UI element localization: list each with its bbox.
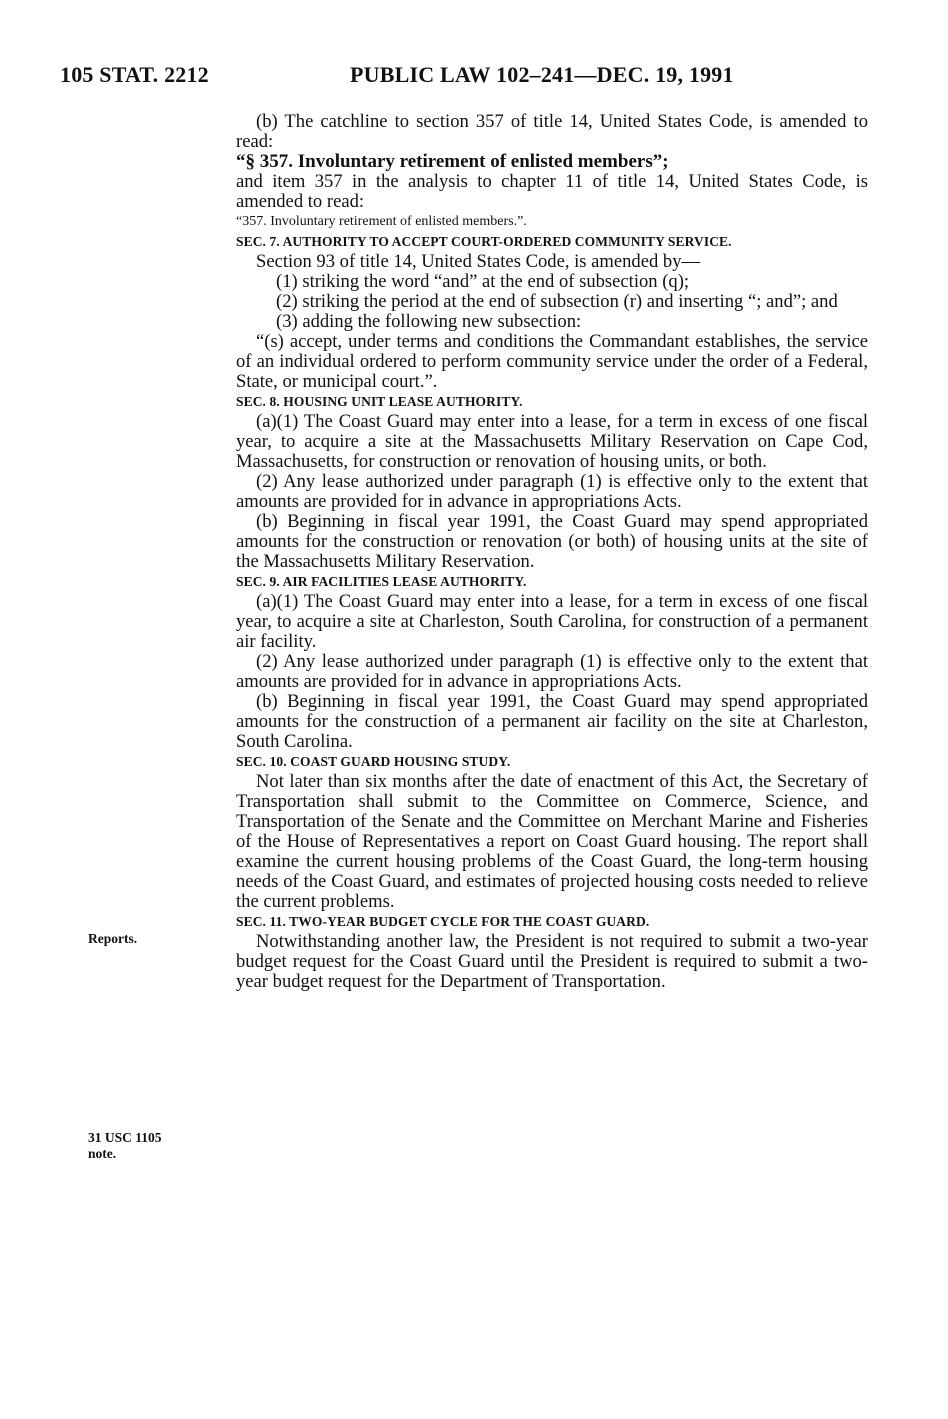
sec7-lead: Section 93 of title 14, United States Code, is amended by— (256, 251, 701, 272)
document-body (236, 112, 868, 992)
sec11-text: Notwithstanding another law, the President is not required to submit a two-year budget request for the Coast Guard until the President is required to submit a two-year budget request for the Department of Transportation. (236, 931, 868, 992)
sec8-heading: SEC. 8. HOUSING UNIT LEASE AUTHORITY. (236, 394, 523, 409)
law-citation: PUBLIC LAW 102–241—DEC. 19, 1991 (350, 62, 734, 87)
sec8-b: (b) Beginning in fiscal year 1991, the Coast Guard may spend appropriated amounts for the construction or renovation (or both) of housing units at the site of the Massachusetts Military Reservation. (236, 511, 868, 572)
sec7-item-1: (1) striking the word “and” at the end of subsection (q); (276, 271, 690, 292)
sec7-item-3: (3) adding the following new subsection: (276, 311, 582, 332)
section-357-catchline: “§ 357. Involuntary retirement of enlisted members”; (236, 151, 669, 172)
running-header (60, 62, 868, 92)
sec8-a1: (a)(1) The Coast Guard may enter into a lease, for a term in excess of one fiscal year, to acquire a site at the Massachusetts Military Reservation on Cape Cod, Massachusetts, for construction or renovation of housing units, or both. (236, 411, 868, 472)
sec9-a1: (a)(1) The Coast Guard may enter into a lease, for a term in excess of one fiscal year, to acquire a site at Charleston, South Carolina, for construction of a permanent air facility. (236, 591, 868, 652)
sec7-heading: SEC. 7. AUTHORITY TO ACCEPT COURT-ORDERED COMMUNITY SERVICE. (236, 234, 732, 249)
sec10-text: Not later than six months after the date of enactment of this Act, the Secretary of Transportation shall submit to the Committee on Commerce, Science, and Transportation of the Senate and the Committee on Merchant Marine and Fisheries of the House of Representatives a report on Coast Guard housing. The report shall examine the current housing problems of the Coast Guard, the long-term housing needs of the Coast Guard, and estimates of projected housing costs needed to relieve the current problems. (236, 771, 868, 912)
sec9-a2: (2) Any lease authorized under paragraph (1) is effective only to the extent that amounts are provided for in advance in appropriations Acts. (236, 651, 868, 692)
page-citation: 105 STAT. 2212 (60, 62, 209, 87)
sec10-heading: SEC. 10. COAST GUARD HOUSING STUDY. (236, 754, 511, 769)
margin-note-usc: 31 USC 1105 note. (88, 1130, 162, 1161)
intro-paragraph: (b) The catchline to section 357 of title 14, United States Code, is amended to read: (236, 111, 868, 152)
sec7-item-2: (2) striking the period at the end of subsection (r) and inserting “; and”; and (276, 291, 838, 312)
sec7-quoted-subsection: “(s) accept, under terms and conditions the Commandant establishes, the service of an individual ordered to perform community service under the order of a Federal, State, or municipal court.”. (236, 331, 868, 392)
analysis-paragraph: and item 357 in the analysis to chapter 11 of title 14, United States Code, is amended to read: (236, 171, 868, 212)
sec8-a2: (2) Any lease authorized under paragraph (1) is effective only to the extent that amounts are provided for in advance in appropriations Acts. (236, 471, 868, 512)
sec11-heading: SEC. 11. TWO-YEAR BUDGET CYCLE FOR THE COAST GUARD. (236, 914, 650, 929)
analysis-quote: “357. Involuntary retirement of enlisted members.”. (236, 214, 527, 229)
sec9-heading: SEC. 9. AIR FACILITIES LEASE AUTHORITY. (236, 574, 527, 589)
sec9-b: (b) Beginning in fiscal year 1991, the Coast Guard may spend appropriated amounts for the construction of a permanent air facility on the site at Charleston, South Carolina. (236, 691, 868, 752)
margin-note-reports: Reports. (88, 931, 138, 946)
